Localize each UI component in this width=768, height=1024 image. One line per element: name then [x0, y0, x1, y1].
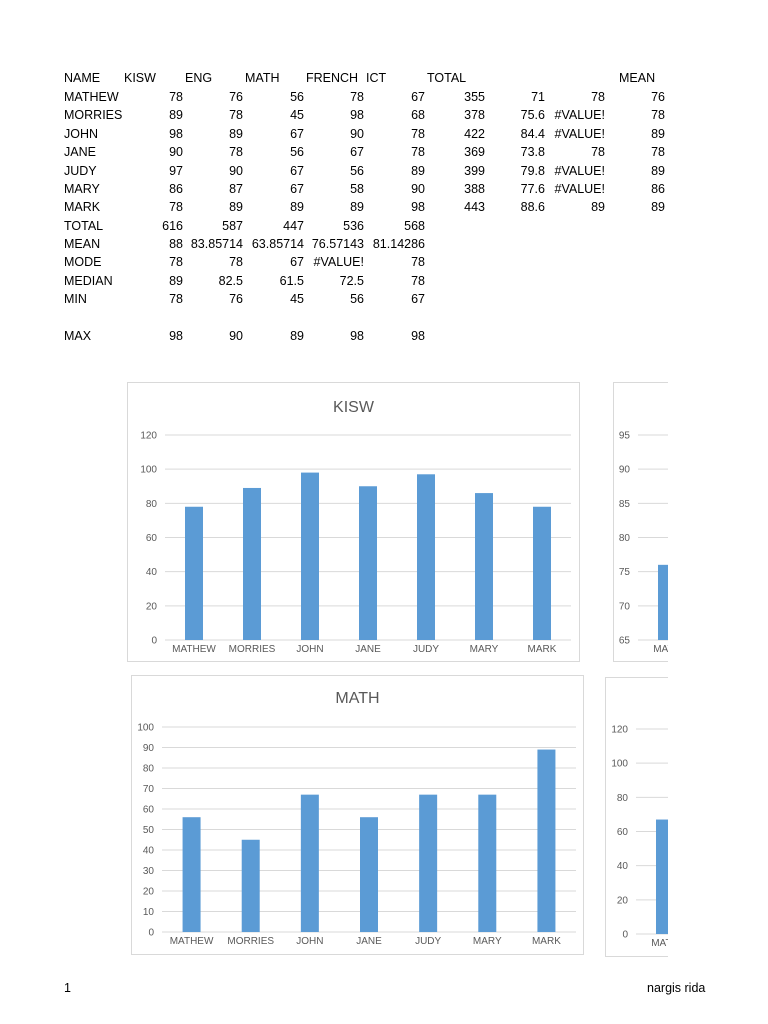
y-tick-label: 120	[140, 430, 157, 442]
cell-average: 77.6	[520, 182, 545, 196]
y-tick-label: 90	[618, 464, 630, 476]
cell-french: 67	[350, 145, 364, 160]
bar	[658, 565, 668, 640]
y-tick-label: 40	[145, 567, 157, 579]
x-tick-label: MARK	[527, 644, 557, 655]
cell-mode: 78	[591, 90, 605, 104]
cell-math: 89	[290, 200, 304, 215]
stat-label: MEDIAN	[64, 274, 113, 288]
stat-eng: 78	[229, 255, 243, 269]
y-tick-label: 65	[618, 635, 630, 647]
y-tick-label: 50	[142, 825, 154, 836]
y-tick-label: 120	[611, 724, 628, 736]
stat-kisw: 616	[162, 219, 183, 233]
stat-eng: 82.5	[218, 274, 243, 288]
row-name: JUDY	[64, 163, 97, 178]
x-tick-label: MATHEW	[169, 936, 214, 947]
stat-french: 98	[350, 329, 364, 343]
stat-label: MODE	[64, 255, 102, 269]
row-name: JOHN	[64, 126, 99, 141]
cell-total: 388	[464, 182, 485, 196]
footer-author: nargis rida	[647, 981, 706, 995]
cell-kisw: 78	[169, 200, 183, 215]
y-tick-label: 70	[618, 601, 630, 613]
cell-french: 90	[350, 126, 364, 141]
cell-total: 422	[464, 126, 485, 141]
cell-ict: 68	[411, 108, 425, 123]
x-tick-label: JANE	[356, 936, 382, 947]
cell-kisw: 78	[169, 90, 183, 104]
bar	[243, 488, 261, 640]
french-chart-partial[interactable]	[605, 677, 679, 957]
stat-kisw: 78	[169, 255, 183, 269]
y-tick-label: 80	[618, 533, 630, 544]
y-tick-label: 85	[618, 498, 630, 510]
cell-eng: 90	[229, 163, 243, 178]
y-tick-label: 60	[145, 533, 157, 544]
bar	[242, 840, 260, 932]
cell-eng: 78	[229, 145, 243, 160]
y-tick-label: 30	[142, 866, 154, 877]
x-tick-label: MARY	[472, 936, 502, 947]
bar	[533, 507, 551, 640]
chart-title: KISW	[333, 399, 374, 416]
header-ict: ICT	[366, 71, 387, 85]
eng-chart-partial[interactable]	[613, 382, 681, 662]
stat-french: 76.57143	[311, 237, 364, 251]
cell-french: 56	[350, 163, 364, 178]
row-name: MATHEW	[64, 90, 119, 104]
stat-french: 72.5	[339, 274, 364, 288]
cell-ict: 78	[411, 145, 425, 160]
stat-french: 56	[350, 292, 364, 306]
cell-math: 45	[290, 108, 304, 123]
math-chart-plot	[132, 676, 584, 955]
stat-ict: 98	[411, 329, 425, 343]
cell-math: 56	[290, 145, 304, 160]
y-tick-label: 80	[145, 498, 157, 510]
stat-math: 67	[290, 255, 304, 269]
page-number: 1	[64, 981, 71, 995]
header-math: MATH	[245, 71, 280, 85]
stat-ict: 78	[411, 274, 425, 288]
cell-extra: 89	[651, 163, 665, 178]
cell-math: 67	[290, 163, 304, 178]
row-name: MORRIES	[64, 108, 123, 123]
stat-math: 89	[290, 329, 304, 343]
cell-mode: #VALUE!	[554, 126, 605, 141]
y-tick-label: 100	[611, 758, 628, 770]
stat-french: 536	[343, 219, 364, 233]
cell-extra: 86	[651, 182, 665, 196]
bar	[475, 493, 493, 640]
bar	[301, 795, 319, 932]
y-tick-label: 80	[616, 792, 628, 804]
cell-average: 73.8	[520, 145, 545, 160]
x-tick-label: MORRIES	[228, 644, 276, 655]
cell-total: 378	[464, 108, 485, 123]
y-tick-label: 20	[142, 886, 154, 898]
x-tick-label: MORRIES	[227, 936, 275, 947]
y-tick-label: 0	[151, 635, 157, 647]
cell-eng: 76	[229, 90, 243, 104]
stat-math: 45	[290, 292, 304, 306]
stat-eng: 83.85714	[190, 237, 243, 251]
y-tick-label: 95	[618, 430, 630, 442]
stat-eng: 90	[229, 329, 243, 343]
cell-mode: #VALUE!	[554, 182, 605, 196]
y-tick-label: 90	[142, 743, 154, 754]
kisw-chart[interactable]	[127, 382, 580, 662]
y-tick-label: 0	[622, 929, 628, 941]
cell-french: 89	[350, 200, 364, 215]
stat-ict: 81.14286	[372, 237, 425, 251]
cell-ict: 89	[411, 163, 425, 178]
eng-chart-plot	[614, 383, 681, 662]
bar	[419, 795, 437, 932]
kisw-chart-plot	[128, 383, 580, 662]
y-tick-label: 60	[616, 827, 628, 838]
y-tick-label: 75	[618, 567, 630, 579]
cell-total: 399	[464, 163, 485, 178]
bar	[359, 486, 377, 640]
x-tick-label: MATH	[653, 644, 681, 655]
stat-kisw: 78	[169, 292, 183, 306]
x-tick-label: JOHN	[296, 936, 324, 947]
y-tick-label: 80	[142, 763, 154, 775]
header-mean: MEAN	[619, 71, 656, 85]
stat-ict: 67	[411, 292, 425, 306]
cell-french: 98	[350, 108, 364, 123]
x-tick-label: JUDY	[415, 936, 442, 947]
row-name: MARY	[64, 182, 100, 196]
cell-eng: 78	[229, 108, 243, 123]
x-tick-label: JUDY	[412, 644, 440, 655]
bar	[360, 817, 378, 932]
stat-label: MAX	[64, 329, 92, 343]
stat-label: TOTAL	[64, 219, 104, 233]
cell-mode: 78	[591, 145, 605, 160]
cell-extra: 78	[651, 145, 665, 160]
bar	[537, 750, 555, 932]
y-tick-label: 40	[616, 861, 628, 873]
header-total: TOTAL	[427, 71, 467, 85]
cell-ict: 90	[411, 182, 425, 196]
stat-math: 63.85714	[251, 237, 304, 251]
cell-extra: 89	[651, 200, 665, 215]
cell-average: 75.6	[520, 108, 545, 123]
cell-ict: 98	[411, 200, 425, 215]
cell-average: 71	[531, 90, 545, 104]
stat-math: 61.5	[279, 274, 304, 288]
cell-kisw: 90	[169, 145, 183, 160]
cell-total: 369	[464, 145, 485, 160]
header-eng: ENG	[185, 71, 213, 85]
stat-label: MIN	[64, 292, 87, 306]
x-tick-label: MARK	[531, 936, 561, 947]
french-chart-plot	[606, 678, 679, 957]
cell-kisw: 89	[169, 108, 183, 123]
x-tick-label: MATHEW	[172, 644, 216, 655]
cell-kisw: 98	[169, 126, 183, 141]
cell-ict: 67	[411, 90, 425, 104]
y-tick-label: 10	[142, 907, 154, 918]
y-tick-label: 60	[142, 804, 154, 816]
y-tick-label: 40	[142, 845, 154, 857]
x-tick-label: MATH	[651, 938, 679, 949]
cell-ict: 78	[411, 126, 425, 141]
header-french: FRENCH	[306, 71, 359, 85]
math-chart[interactable]	[131, 675, 584, 955]
row-name: JANE	[64, 145, 96, 160]
stat-ict: 568	[404, 219, 425, 233]
cell-math: 67	[290, 182, 304, 196]
bar	[301, 473, 319, 640]
chart-title: MATH	[335, 690, 380, 707]
cell-math: 56	[290, 90, 304, 104]
y-tick-label: 70	[142, 784, 154, 795]
bar	[417, 474, 435, 640]
cell-eng: 87	[229, 182, 243, 196]
y-tick-label: 100	[140, 464, 157, 476]
cell-average: 88.6	[520, 200, 545, 215]
bar	[183, 817, 201, 932]
cell-total: 355	[464, 90, 485, 104]
stat-label: MEAN	[64, 237, 101, 251]
cell-mode: 89	[591, 200, 605, 215]
cell-kisw: 97	[169, 163, 183, 178]
cell-average: 84.4	[520, 126, 545, 141]
cell-math: 67	[290, 126, 304, 141]
cell-mode: #VALUE!	[554, 108, 605, 123]
x-tick-label: JOHN	[296, 644, 324, 655]
cell-eng: 89	[229, 126, 243, 141]
cell-eng: 89	[229, 200, 243, 215]
stat-eng: 76	[229, 292, 243, 306]
cell-french: 58	[350, 182, 364, 196]
cell-total: 443	[464, 200, 485, 215]
x-tick-label: JANE	[355, 644, 381, 655]
bar	[478, 795, 496, 932]
bar	[656, 820, 668, 934]
y-tick-label: 20	[616, 895, 628, 907]
header-kisw: KISW	[124, 71, 156, 85]
cell-mode: #VALUE!	[554, 163, 605, 178]
stat-kisw: 88	[169, 237, 183, 251]
stat-kisw: 89	[169, 274, 183, 288]
cell-extra: 78	[651, 108, 665, 123]
cell-average: 79.8	[520, 163, 545, 178]
y-tick-label: 0	[148, 927, 154, 939]
y-tick-label: 20	[145, 601, 157, 613]
stat-ict: 78	[411, 255, 425, 269]
cell-extra: 76	[651, 90, 665, 104]
stat-kisw: 98	[169, 329, 183, 343]
bar	[185, 507, 203, 640]
stat-math: 447	[283, 219, 304, 233]
row-name: MARK	[64, 200, 101, 215]
cell-french: 78	[350, 90, 364, 104]
y-tick-label: 100	[137, 722, 154, 734]
cell-extra: 89	[651, 126, 665, 141]
cell-kisw: 86	[169, 182, 183, 196]
x-tick-label: MARY	[469, 644, 499, 655]
stat-french: #VALUE!	[313, 255, 364, 269]
stat-eng: 587	[222, 219, 243, 233]
header-name: NAME	[64, 71, 101, 85]
